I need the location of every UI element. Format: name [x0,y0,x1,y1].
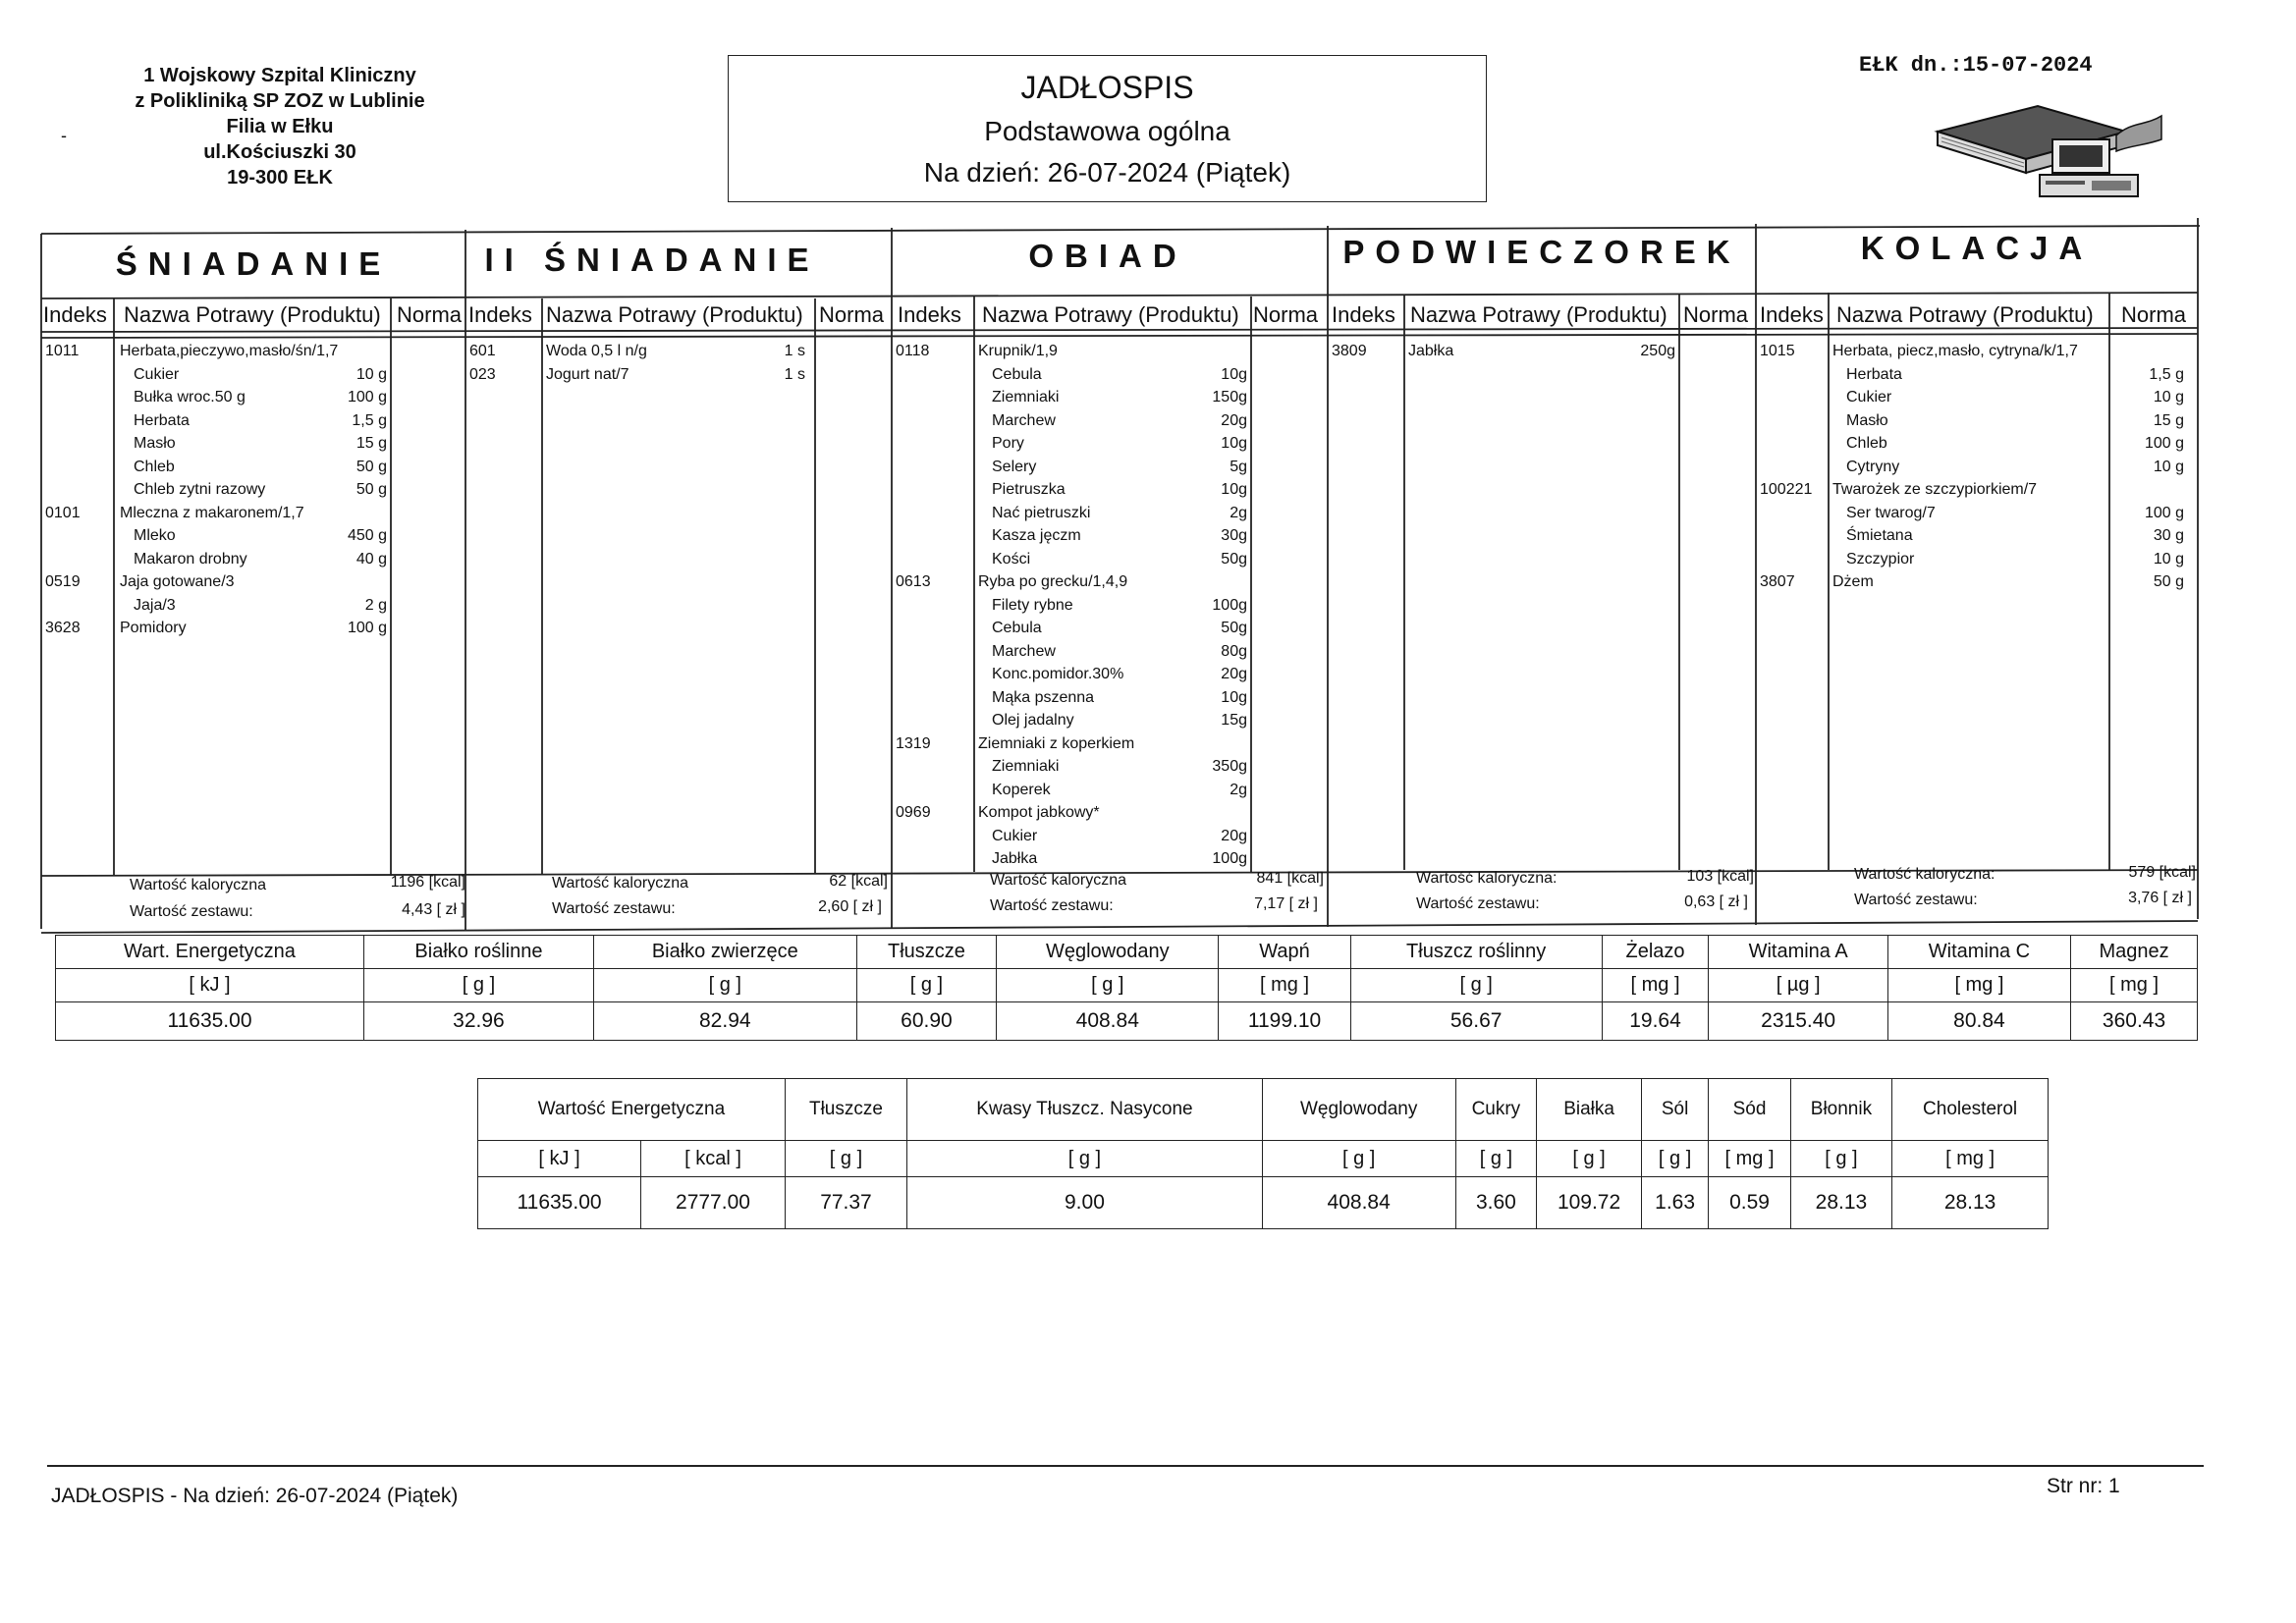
item-norm: 1 s [784,343,805,359]
institution-line: ul.Kościuszki 30 [203,141,356,163]
nutrient-unit: [ mg ] [1602,969,1709,1002]
stray-dash: - [61,126,67,145]
meal-title: PODWIECZOREK [1342,234,1741,270]
item-index: 1319 [896,734,931,752]
meal-title: II ŚNIADANIE [484,242,820,278]
ingredient-name: Śmietana [1846,527,1913,544]
nutrient-value: 56.67 [1350,1002,1602,1041]
menu-item-row [41,409,387,432]
nutrient-unit: [ g ] [1790,1141,1892,1177]
meal-breakfast [41,218,465,937]
item-norm: 2 g [364,596,387,614]
nutrient-value: 11635.00 [56,1002,364,1041]
item-norm: 50 g [355,481,387,498]
menu-item-row [892,825,1247,847]
ingredient-name: Jaja/3 [134,596,176,614]
nutrient-unit: [ g ] [907,1141,1263,1177]
nutrient-value: 32.96 [363,1002,593,1041]
nutrient-header: Białko zwierzęce [593,936,856,969]
ingredient-name: Ziemniaki [992,758,1060,775]
column-header-name: Nazwa Potrawy (Produktu) [124,302,381,327]
menu-item-row [892,548,1247,570]
dish-name: Mleczna z makaronem/1,7 [120,504,304,521]
cost-label: Wartość zestawu: [1854,892,1978,908]
menu-item-row [892,409,1247,432]
item-norm: 100g [1212,850,1247,867]
nutrient-header: Białko roślinne [363,936,593,969]
dish-name: Ryba po grecku/1,4,9 [978,573,1128,590]
ingredient-name: Mleko [134,527,176,544]
ingredient-name: Cytryny [1846,458,1900,475]
menu-item-row [41,548,387,570]
nutrient-value: 109.72 [1537,1177,1642,1229]
menu-item-row [1756,409,2184,432]
nutrient-unit: [ g ] [785,1141,906,1177]
nutrient-value: 11635.00 [478,1177,641,1229]
nutrient-header: Węglowodany [1262,1079,1455,1141]
nutrient-unit: [ mg ] [1709,1141,1790,1177]
menu-item-row [465,363,805,386]
ingredient-name: Pietruszka [992,481,1066,498]
cost-value: 3,76 [ zł ] [2128,890,2192,906]
nutrient-unit: [ g ] [1350,969,1602,1002]
menu-item-row [1756,386,2184,408]
calorie-value: 1196 [kcal] [390,874,465,891]
item-norm: 40 g [355,550,387,568]
nutrient-value: 2315.40 [1709,1002,1887,1041]
ingredient-name: Cukier [992,827,1038,844]
item-norm: 150g [1212,389,1247,406]
item-norm: 2g [1230,504,1247,521]
nutrient-header: Węglowodany [997,936,1219,969]
nutrient-header: Białka [1537,1079,1642,1141]
nutrient-unit: [ kcal ] [641,1141,786,1177]
menu-item-row [892,801,1247,824]
menu-item-row [892,363,1247,386]
ingredient-name: Marchew [992,411,1056,429]
book-and-computer-icon [1930,102,2165,200]
item-norm: 450 g [347,527,387,544]
menu-item-row [892,640,1247,663]
calorie-value: 62 [kcal] [829,873,888,890]
menu-item-row [465,340,805,362]
ingredient-name: Chleb zytni razowy [134,481,266,498]
meal-lunch [892,218,1328,937]
column-header-index: Indeks [1332,302,1395,327]
item-index: 0118 [896,343,930,359]
dish-name: Dżem [1832,573,1874,590]
nutrient-header: Cukry [1455,1079,1537,1141]
column-header-norm: Norma [1253,302,1319,327]
item-norm: 10 g [2153,458,2184,475]
menu-item-row [892,847,1247,870]
meal-title: ŚNIADANIE [115,245,392,282]
ingredient-name: Ser twarog/7 [1846,504,1936,521]
item-norm: 30g [1221,527,1247,544]
nutrient-header: Wartość Energetyczna [478,1079,786,1141]
institution-address [98,63,462,190]
item-index: 0519 [45,573,81,590]
item-norm: 100 g [2144,435,2184,452]
nutrient-header: Wart. Energetyczna [56,936,364,969]
item-index: 0969 [896,804,931,821]
nutrient-unit: [ g ] [1537,1141,1642,1177]
menu-item-row [41,594,387,617]
nutrient-value: 3.60 [1455,1177,1537,1229]
menu-item-row [1756,548,2184,570]
menu-item-row [892,732,1247,755]
menu-item-row [892,432,1247,455]
cost-label: Wartość zestawu: [552,900,676,917]
column-header-name: Nazwa Potrawy (Produktu) [1836,302,2094,327]
column-header-index: Indeks [1760,302,1824,327]
calorie-value: 103 [kcal] [1686,868,1754,885]
nutrient-unit: [ g ] [856,969,997,1002]
nutrient-value: 408.84 [1262,1177,1455,1229]
menu-item-row [41,478,387,501]
item-norm: 1,5 g [2149,365,2184,383]
item-norm: 10g [1221,435,1247,452]
nutrient-value: 77.37 [785,1177,906,1229]
dish-name: Herbata, piecz,masło, cytryna/k/1,7 [1832,343,2078,359]
menu-item-row [41,524,387,547]
institution-line: Filia w Ełku [226,116,334,137]
nutrient-header: Kwasy Tłuszcz. Nasycone [907,1079,1263,1141]
item-norm: 30 g [2153,527,2184,544]
nutrient-value: 1.63 [1641,1177,1708,1229]
column-header-norm: Norma [397,302,463,327]
menu-item-row [892,686,1247,709]
dish-name: Jogurt nat/7 [546,365,629,383]
menu-item-row [892,478,1247,501]
dish-name: Kompot jabkowy* [978,804,1100,821]
nutrient-header: Tłuszcze [785,1079,906,1141]
item-norm: 10 g [355,365,387,383]
ingredient-name: Chleb [1846,435,1887,452]
item-norm: 2g [1230,781,1247,798]
item-norm: 100 g [347,389,387,406]
ingredient-name: Herbata [134,411,190,429]
menu-item-row [892,502,1247,524]
meal-second-breakfast [465,218,892,937]
nutrient-header: Witamina C [1887,936,2070,969]
calorie-label: Wartość kaloryczna [552,875,688,892]
dish-name: Twarożek ze szczypiorkiem/7 [1832,481,2038,498]
nutrient-value: 28.13 [1892,1177,2049,1229]
ingredient-name: Makaron drobny [134,550,247,568]
nutrition-unit-row [478,1141,2049,1177]
nutrient-value: 19.64 [1602,1002,1709,1041]
ingredient-name: Filety rybne [992,596,1073,614]
menu-item-row [1756,340,2184,362]
menu-item-row [1756,456,2184,478]
meal-plan-table [39,218,2200,937]
institution-line: z Polikliniką SP ZOZ w Lublinie [135,90,425,112]
menu-item-row [892,386,1247,408]
menu-date: Na dzień: 26-07-2024 (Piątek) [923,157,1291,188]
nutrient-header: Magnez [2071,936,2198,969]
footer-document-date: JADŁOSPIS - Na dzień: 26-07-2024 (Piątek) [51,1485,459,1507]
item-norm: 50 g [355,458,387,475]
dish-name: Jaja gotowane/3 [120,573,235,590]
nutrient-value: 0.59 [1709,1177,1790,1229]
nutrient-value: 408.84 [997,1002,1219,1041]
footer-divider [47,1465,2204,1467]
menu-item-row [1328,340,1675,362]
item-norm: 10 g [2153,389,2184,406]
ingredient-name: Kości [992,550,1031,568]
item-index: 023 [469,365,496,383]
nutrient-value: 82.94 [593,1002,856,1041]
ingredient-name: Olej jadalny [992,712,1074,729]
menu-item-row [41,456,387,478]
item-norm: 15 g [355,435,387,452]
nutrient-header: Wapń [1219,936,1351,969]
ingredient-name: Masło [1846,411,1888,429]
cost-value: 0,63 [ zł ] [1684,893,1748,910]
ingredient-name: Szczypior [1846,550,1915,568]
nutrient-header: Cholesterol [1892,1079,2049,1141]
item-norm: 250g [1640,343,1675,359]
ingredient-name: Bułka wroc.50 g [134,389,246,406]
item-norm: 1 s [784,365,805,383]
column-header-norm: Norma [819,302,885,327]
nutrient-header: Sól [1641,1079,1708,1141]
item-norm: 5g [1230,458,1247,475]
ingredient-name: Pory [992,435,1024,452]
institution-line: 1 Wojskowy Szpital Kliniczny [143,65,416,86]
column-header-name: Nazwa Potrawy (Produktu) [1410,302,1667,327]
nutrient-value: 80.84 [1887,1002,2070,1041]
menu-item-row [1756,478,2184,501]
ingredient-name: Mąka pszenna [992,688,1095,706]
nutrient-unit: [ mg ] [1219,969,1351,1002]
ingredient-name: Masło [134,435,176,452]
nutrient-header: Witamina A [1709,936,1887,969]
menu-item-row [892,594,1247,617]
column-header-index: Indeks [43,302,107,327]
dish-name: Woda 0,5 l n/g [546,343,647,359]
menu-item-row [41,340,387,362]
institution-line: 19-300 EŁK [227,167,333,189]
item-norm: 50g [1221,550,1247,568]
nutrient-unit: [ g ] [1455,1141,1537,1177]
cost-label: Wartość zestawu: [990,897,1114,914]
dish-name: Herbata,pieczywo,masło/śn/1,7 [120,343,339,359]
menu-item-row [892,779,1247,801]
nutrient-unit: [ g ] [363,969,593,1002]
nutrient-unit: [ g ] [997,969,1219,1002]
nutrition-table-primary [55,935,2198,1041]
nutrient-header: Tłuszcze [856,936,997,969]
column-header-norm: Norma [1683,302,1749,327]
column-header-index: Indeks [898,302,961,327]
calorie-value: 841 [kcal] [1256,870,1324,887]
nutrition-value-row [56,1002,2198,1041]
item-norm: 20g [1221,666,1247,682]
item-norm: 15 g [2153,411,2184,429]
calorie-label: Wartość kaloryczna: [1416,870,1558,887]
cost-value: 2,60 [ zł ] [818,898,882,915]
item-index: 3628 [45,620,81,636]
menu-item-row [1756,502,2184,524]
issue-date-stamp: EŁK dn.:15-07-2024 [1859,53,2093,78]
diet-name: Podstawowa ogólna [984,116,1230,146]
menu-item-row [892,755,1247,778]
cost-value: 4,43 [ zł ] [402,901,465,918]
ingredient-name: Nać pietruszki [992,504,1091,521]
column-header-name: Nazwa Potrawy (Produktu) [982,302,1239,327]
item-norm: 80g [1221,642,1247,660]
item-norm: 1,5 g [352,411,387,429]
calorie-label: Wartość kaloryczna [130,877,266,893]
dish-name: Ziemniaki z koperkiem [978,734,1135,752]
nutrient-value: 2777.00 [641,1177,786,1229]
item-norm: 100 g [2144,504,2184,521]
item-norm: 10 g [2153,550,2184,568]
menu-item-row [1756,432,2184,455]
meal-afternoon-snack [1328,218,1756,937]
menu-item-row [892,617,1247,639]
item-index: 0613 [896,573,931,590]
calorie-label: Wartość kaloryczna: [1854,866,1995,883]
ingredient-name: Kasza jęczm [992,527,1081,544]
nutrient-unit: [ mg ] [1887,969,2070,1002]
meal-title: OBIAD [1028,238,1187,274]
nutrient-header: Błonnik [1790,1079,1892,1141]
nutrient-unit: [ g ] [1641,1141,1708,1177]
nutrition-header-row [478,1079,2049,1141]
menu-item-row [892,340,1247,362]
nutrition-header-row [56,936,2198,969]
nutrient-unit: [ µg ] [1709,969,1887,1002]
menu-item-row [41,386,387,408]
nutrient-unit: [ g ] [593,969,856,1002]
ingredient-name: Cebula [992,365,1042,383]
item-index: 3809 [1332,343,1367,359]
calorie-value: 579 [kcal] [2128,864,2196,881]
item-index: 100221 [1760,481,1813,498]
page-number: Str nr: 1 [2047,1475,2120,1497]
ingredient-name: Jabłka [992,850,1038,867]
meal-title: KOLACJA [1860,230,2094,266]
ingredient-name: Cukier [134,365,180,383]
ingredient-name: Koperek [992,781,1051,798]
nutrient-unit: [ g ] [1262,1141,1455,1177]
cost-label: Wartość zestawu: [130,903,253,920]
item-norm: 10g [1221,365,1247,383]
nutrient-value: 9.00 [907,1177,1263,1229]
cost-value: 7,17 [ zł ] [1254,895,1318,912]
nutrient-header: Tłuszcz roślinny [1350,936,1602,969]
nutrient-header: Sód [1709,1079,1790,1141]
nutrient-header: Żelazo [1602,936,1709,969]
nutrition-table-label [477,1078,2049,1229]
item-norm: 10g [1221,688,1247,706]
item-index: 601 [469,343,496,359]
item-index: 3807 [1760,573,1795,590]
dish-name: Jabłka [1408,343,1454,359]
item-norm: 20g [1221,827,1247,844]
cost-label: Wartość zestawu: [1416,895,1540,912]
item-norm: 50g [1221,620,1247,636]
menu-item-row [1756,363,2184,386]
nutrition-unit-row [56,969,2198,1002]
nutrient-value: 60.90 [856,1002,997,1041]
nutrition-value-row [478,1177,2049,1229]
item-norm: 15g [1221,712,1247,729]
ingredient-name: Marchew [992,642,1056,660]
menu-item-row [892,570,1247,593]
nutrient-value: 360.43 [2071,1002,2198,1041]
ingredient-name: Chleb [134,458,175,475]
dish-name: Pomidory [120,620,187,636]
ingredient-name: Ziemniaki [992,389,1060,406]
calorie-label: Wartość kaloryczna [990,872,1126,889]
meal-dinner [1756,218,2198,937]
document-title: JADŁOSPIS [1020,70,1194,105]
ingredient-name: Konc.pomidor.30% [992,666,1124,682]
title-box [728,55,1487,202]
menu-item-row [41,363,387,386]
nutrient-value: 28.13 [1790,1177,1892,1229]
nutrient-unit: [ mg ] [2071,969,2198,1002]
ingredient-name: Selery [992,458,1037,475]
ingredient-name: Herbata [1846,365,1902,383]
ingredient-name: Cukier [1846,389,1892,406]
menu-item-row [41,502,387,524]
ingredient-name: Cebula [992,620,1042,636]
item-index: 0101 [45,504,81,521]
item-norm: 20g [1221,411,1247,429]
column-header-name: Nazwa Potrawy (Produktu) [546,302,803,327]
menu-item-row [41,617,387,639]
item-index: 1015 [1760,343,1795,359]
nutrient-unit: [ kJ ] [478,1141,641,1177]
nutrient-value: 1199.10 [1219,1002,1351,1041]
column-header-index: Indeks [468,302,532,327]
menu-item-row [892,709,1247,731]
nutrient-unit: [ mg ] [1892,1141,2049,1177]
nutrient-unit: [ kJ ] [56,969,364,1002]
menu-item-row [1756,524,2184,547]
menu-item-row [892,524,1247,547]
menu-item-row [41,570,387,593]
menu-item-row [41,432,387,455]
item-norm: 350g [1212,758,1247,775]
item-index: 1011 [45,343,80,359]
item-norm: 10g [1221,481,1247,498]
menu-item-row [892,456,1247,478]
item-norm: 50 g [2153,573,2184,590]
column-header-norm: Norma [2121,302,2187,327]
item-norm: 100g [1212,596,1247,614]
menu-item-row [892,663,1247,685]
menu-item-row [1756,570,2184,593]
item-norm: 100 g [347,620,387,636]
dish-name: Krupnik/1,9 [978,343,1058,359]
